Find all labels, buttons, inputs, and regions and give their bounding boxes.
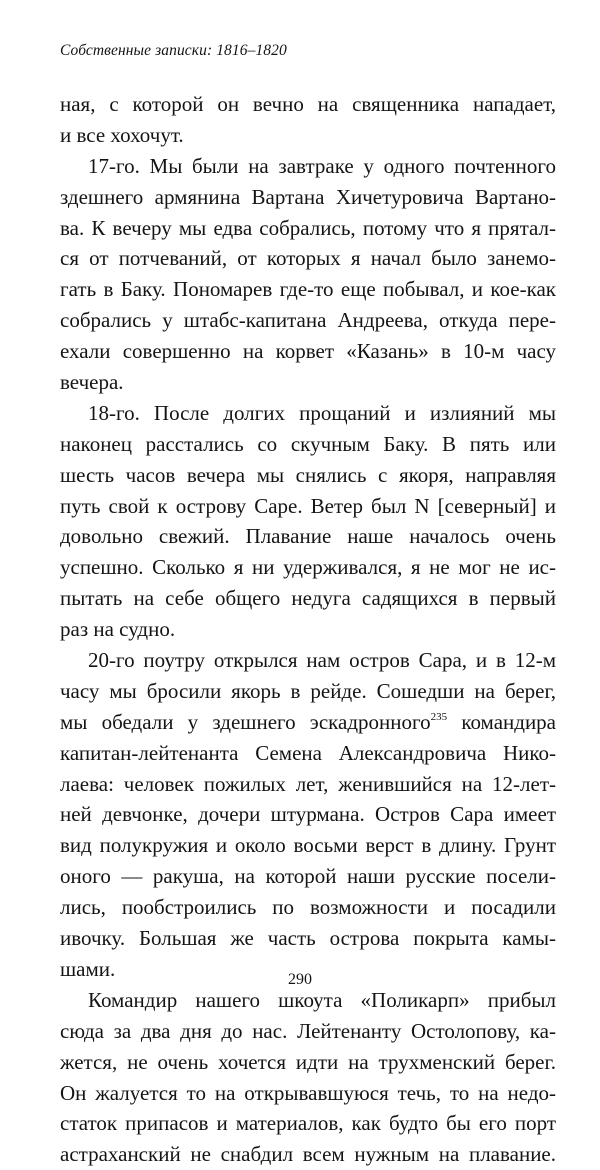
text-line: статок припасов и материалов, как будто бы его порт: [60, 1111, 556, 1136]
text-line: капитан-лейтенанта Семена Александровича Нико-: [60, 740, 556, 765]
text-line: вечера.: [60, 370, 124, 395]
text-line-with-footnote: [60, 707, 556, 738]
paragraph-2: [60, 151, 556, 398]
paragraph-4: [60, 645, 556, 985]
text-line: сюда за два дня до нас. Лейтенанту Остолопову, ка-: [60, 1018, 556, 1043]
text-line: ехали совершенно на корвет «Казань» в 10-м часу: [60, 339, 556, 364]
running-head: Собственные записки: 1816–1820: [60, 42, 287, 59]
text-line: ней девчонке, дочери штурмана. Остров Сара имеет: [60, 802, 556, 827]
text-line: часу мы бросили якорь в рейде. Сошедши на берег,: [60, 678, 556, 703]
text-line: 17-го. Мы были на завтраке у одного почтенного: [88, 153, 556, 178]
text-line: шами.: [60, 956, 116, 981]
text-line: ва. К вечеру мы едва собрались, потому что я прятал-: [60, 215, 556, 240]
text-line: собрались у штабс-капитана Андреева, откуда пере-: [60, 308, 556, 333]
paragraph-5: [60, 985, 556, 1170]
text-line: довольно свежий. Плавание наше началось очень: [60, 524, 556, 549]
text-line: Командир нашего шкоута «Поликарп» прибыл: [88, 987, 556, 1012]
text-line: лись, пообстроились по возможности и посадили: [60, 895, 556, 920]
main-text: [60, 89, 556, 1170]
paragraph-3: [60, 398, 556, 645]
text-line: ивочку. Большая же часть острова покрыта камы-: [60, 926, 556, 951]
text-line: 18-го. После долгих прощаний и излияний мы: [88, 400, 556, 425]
text-line: 20-го поутру открылся нам остров Сара, и в 12-м: [88, 648, 556, 673]
text-line: гать в Баку. Пономарев где-то еще побывал, и кое-как: [60, 277, 556, 302]
text-line: жется, не очень хочется идти на трухменский берег.: [60, 1049, 556, 1074]
text-line: здешнего армянина Вартана Хичетуровича Вартано-: [60, 184, 556, 209]
text-line: оного — ракуша, на которой наши русские посели-: [60, 864, 556, 889]
text-line: шесть часов вечера мы снялись с якоря, направляя: [60, 462, 556, 487]
page-number: 290: [288, 971, 312, 988]
paragraph-1: [60, 89, 556, 151]
text-line: астраханский не снабдил всем нужным на плавание.: [60, 1142, 556, 1167]
text-line: пытать на себе общего недуга садящихся в первый: [60, 586, 556, 611]
footnote-reference[interactable]: 235: [430, 710, 448, 723]
text-line: и все хохочут.: [60, 122, 184, 147]
text-line: лаева: человек пожилых лет, женившийся на 12-лет-: [60, 771, 556, 796]
text-line: Он жалуется то на открывавшуюся течь, то на недо-: [60, 1080, 556, 1105]
text-line: ная, с которой он вечно на священника нападает,: [60, 92, 556, 116]
text-line: раз на судно.: [60, 617, 176, 642]
line-text-tail: командира: [461, 709, 556, 734]
text-line: путь свой к острову Саре. Ветер был N [северный] и: [60, 493, 556, 518]
text-line: успешно. Сколько я ни удерживался, я не мог не ис-: [60, 555, 556, 580]
text-line: ся от потчеваний, от которых я начал было занемо-: [60, 246, 556, 271]
text-line: наконец расстались со скучным Баку. В пять или: [60, 431, 556, 456]
line-text: мы обедали у здешнего эскадронного: [60, 709, 431, 734]
text-line: вид полукружия и около восьми верст в длину. Грунт: [60, 833, 556, 858]
